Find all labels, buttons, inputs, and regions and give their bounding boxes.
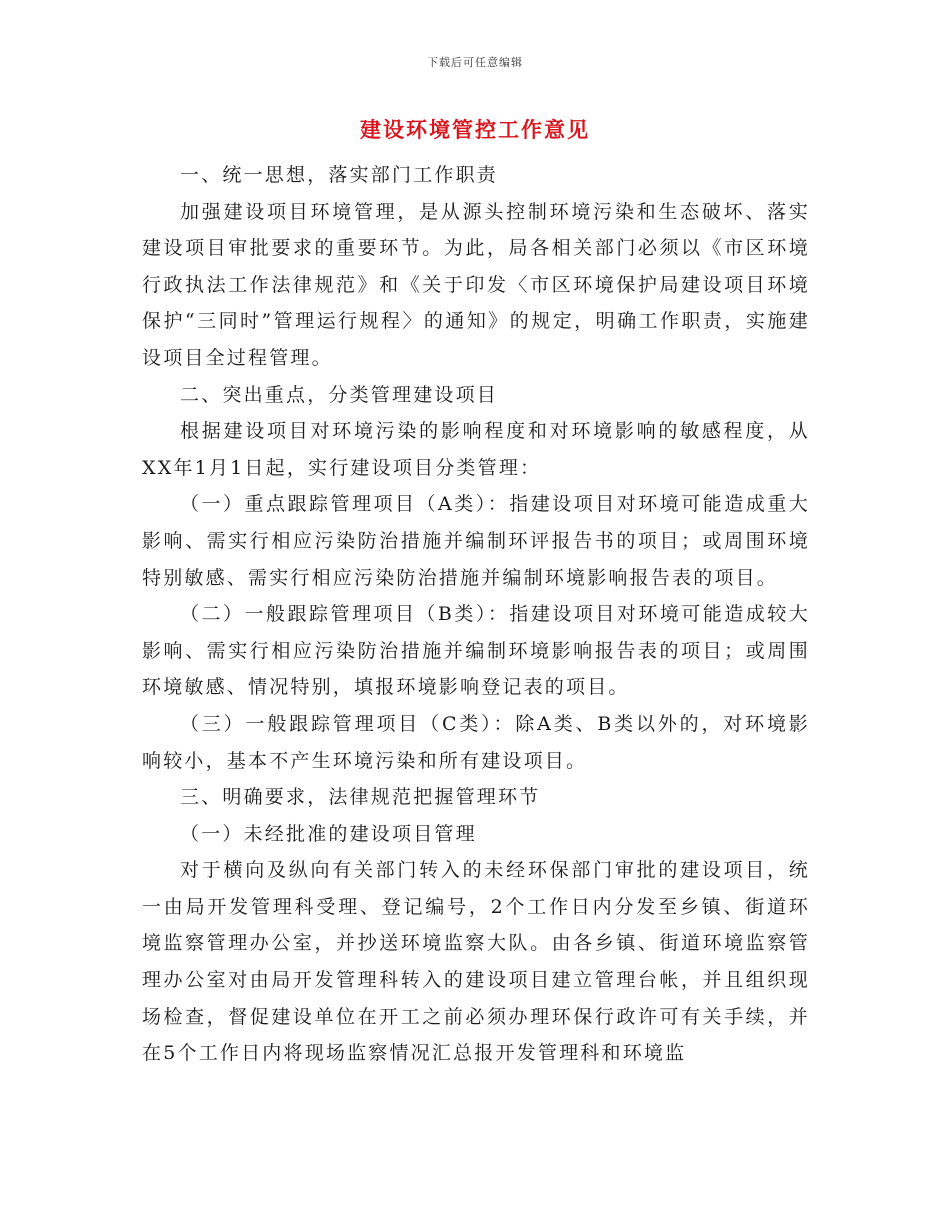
subsection-heading: （一）未经批准的建设项目管理 [180, 822, 477, 845]
paragraph: 加强建设项目环境管理，是从源头控制环境污染和生态破坏、落实建设项目审批要求的重要环节。为此，局各相关部门必须以《市区环境行政执法工作法律规范》和《关于印发〈市区环境保护局建设项目环境保护“三同时”管理运行规程〉的通知》的规定，明确工作职责，实施建设项目全过程管理。 [142, 200, 810, 369]
paragraph: 根据建设项目对环境污染的影响程度和对环境影响的敏感程度，从XX年1月1日起，实行建设项目分类管理： [142, 420, 810, 479]
paragraph-category-a: （一）重点跟踪管理项目（A类）：指建设项目对环境可能造成重大影响、需实行相应污染防治措施并编制环评报告书的项目；或周围环境特别敏感、需实行相应污染防治措施并编制环境影响报告表的项目。 [142, 493, 810, 589]
paragraph-category-b: （二）一般跟踪管理项目（B类）：指建设项目对环境可能造成较大影响、需实行相应污染防治措施并编制环境影响报告表的项目；或周围环境敏感、情况特别，填报环境影响登记表的项目。 [142, 603, 810, 699]
paragraph-category-c: （三）一般跟踪管理项目（C类）：除A类、B类以外的，对环境影响较小，基本不产生环境污染和所有建设项目。 [142, 712, 810, 772]
document-body [142, 157, 810, 1072]
section-heading-3: 三、明确要求，法律规范把握管理环节 [180, 786, 541, 809]
document-title: 建设环境管控工作意见 [360, 117, 590, 142]
section-heading-1: 一、统一思想，落实部门工作职责 [180, 164, 499, 186]
header-note: 下载后可任意编辑 [427, 56, 523, 69]
paragraph: 对于横向及纵向有关部门转入的未经环保部门审批的建设项目，统一由局开发管理科受理、登记编号，2个工作日内分发至乡镇、街道环境监察管理办公室，并抄送环境监察大队。由各乡镇、街道环境监察管理办公室对由局开发管理科转入的建设项目建立管理台帐，并且组织现场检查，督促建设单位在开工之前必须办理环保行政许可有关手续，并在5个工作日内将现场监察情况汇总报开发管理科和环境监 [142, 859, 810, 1065]
section-heading-2: 二、突出重点，分类管理建设项目 [180, 383, 499, 406]
